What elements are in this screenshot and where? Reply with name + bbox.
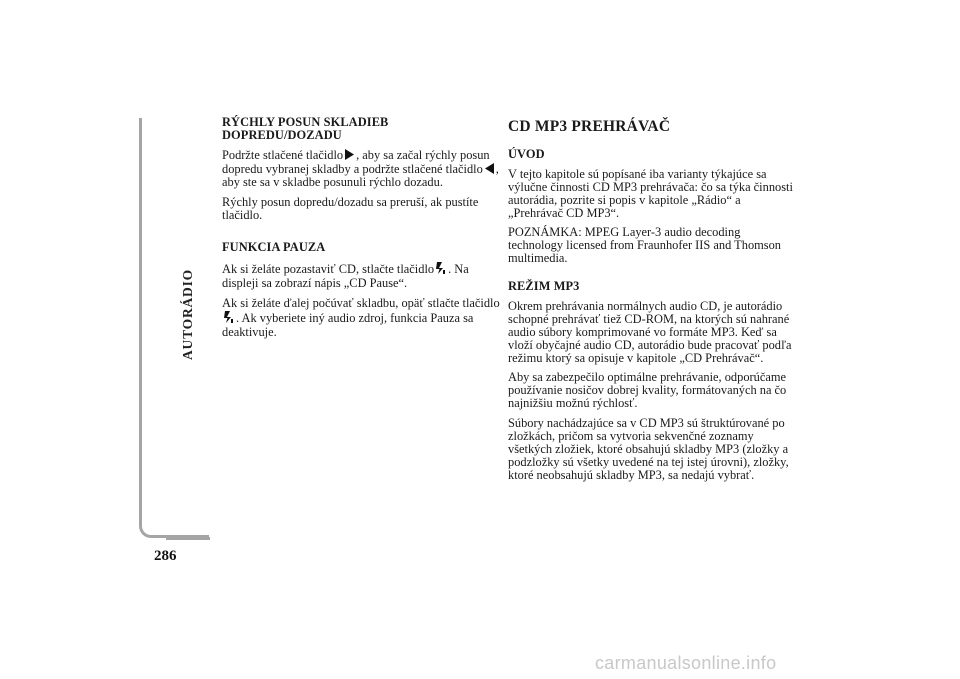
mp3-mode-paragraph-3: Súbory nachádzajúce sa v CD MP3 sú štruktúrované po zložkách, pričom sa vytvoria sekvenčné zoznamy všetkých zložiek, ktoré obsahujú skladby MP3 (zložky a podzložky sú všetky uvedené na tej istej úrovni), zložky, ktoré neobsahujú skladby MP3, sa nedajú vybrať.	[508, 416, 789, 482]
page-number-rule	[166, 537, 210, 540]
pause-resume-text-a: Ak si želáte ďalej počúvať skladbu, opäť stlačte tlačidlo	[222, 295, 500, 310]
pause-paragraph-2	[222, 297, 504, 339]
fast-seek-text-a: Podržte stlačené tlačidlo	[222, 147, 344, 162]
fast-seek-text-c: , aby ste sa v skladbe posunuli rýchlo dozadu.	[222, 161, 499, 190]
fast-seek-paragraph	[222, 149, 504, 190]
fast-seek-text-b: , aby sa začal rýchly posun dopredu vybranej skladby a podržte stlačené tlačidlo	[222, 147, 490, 176]
pause-resume-text-b: . Ak vyberiete iný audio zdroj, funkcia Pauza sa deaktivuje.	[222, 310, 474, 339]
mp3-mode-paragraph-1: Okrem prehrávania normálnych audio CD, je autorádio schopné prehrávať tiež CD-ROM, na ktorých sú nahrané audio súbory komprimované vo formáte MP3. Keď sa vloží obyčajné audio CD, autorádio bude pracovať podľa režimu ktorý sa opisuje v kapitole „CD Prehrávač“.	[508, 298, 792, 365]
pause-text-a: Ak si želáte pozastaviť CD, stlačte tlačidlo	[222, 261, 435, 276]
forward-arrow-icon	[345, 149, 354, 163]
heading-pause: FUNKCIA PAUZA	[222, 240, 326, 255]
watermark: carmanualsonline.info	[595, 653, 777, 673]
fast-seek-release-paragraph: Rýchly posun dopredu/dozadu sa preruší, ak pustíte tlačidlo.	[222, 195, 479, 223]
rewind-arrow-icon	[485, 163, 494, 177]
page-margin-rule	[139, 118, 209, 538]
mute-pause-icon	[224, 310, 234, 326]
heading-fast-seek: RÝCHLY POSUN SKLADIEB DOPREDU/DOZADU	[222, 115, 389, 142]
intro-paragraph-2: POZNÁMKA: MPEG Layer-3 audio decoding technology licensed from Fraunhofer IIS and Thomson multimedia.	[508, 225, 781, 266]
heading-intro: ÚVOD	[508, 147, 545, 161]
pause-paragraph-1	[222, 261, 504, 290]
mute-pause-icon	[436, 261, 446, 277]
mp3-mode-paragraph-2: Aby sa zabezpečilo optimálne prehrávanie, odporúčame používanie nosičov dobrej kvality, formátovaných na čo najnižšiu možnú rýchlosť.	[508, 370, 787, 411]
left-column	[222, 116, 504, 345]
page-number: 286	[154, 548, 177, 564]
right-column	[508, 118, 793, 489]
pause-text-b: . Na displeji sa zobrazí nápis „CD Pause“.	[222, 261, 469, 290]
intro-paragraph-1: V tejto kapitole sú popísané iba varianty týkajúce sa výlučne činnosti CD MP3 prehrávača: čo sa týka činnosti autorádia, pozrite si popis v kapitole „Rádio“ a „Prehrávač CD MP3“.	[508, 166, 793, 220]
heading-mp3-mode: REŽIM MP3	[508, 279, 580, 294]
section-label: AUTORÁDIO	[180, 269, 195, 360]
page-title: CD MP3 PREHRÁVAČ	[508, 118, 671, 135]
